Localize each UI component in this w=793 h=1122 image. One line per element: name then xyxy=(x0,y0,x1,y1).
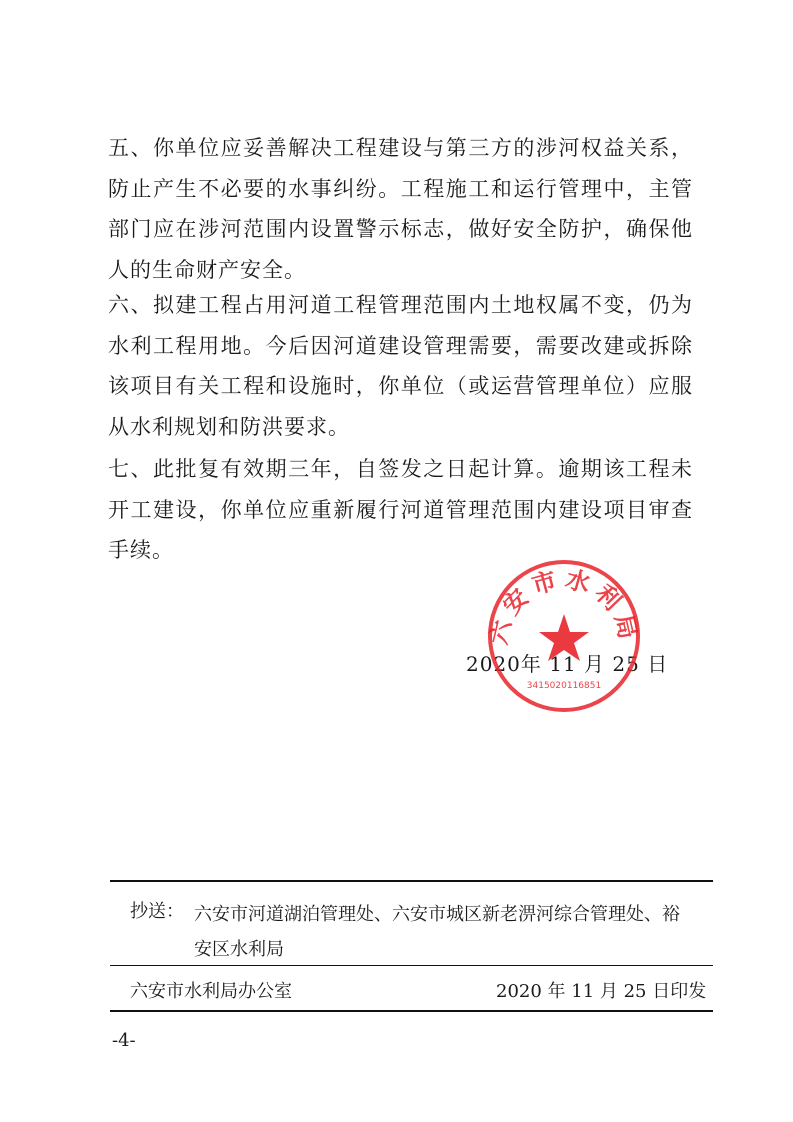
footer-bottom-rule xyxy=(110,1010,713,1012)
paragraph-seven: 七、此批复有效期三年，自签发之日起计算。逾期该工程未开工建设，你单位应重新履行河道管理范围内建设项目审查手续。 xyxy=(108,457,693,562)
cc-label: 抄送： xyxy=(130,901,184,922)
issuing-office: 六安市水利局办公室 xyxy=(130,981,292,1002)
cc-recipients: 六安市河道湖泊管理处、六安市城区新老淠河综合管理处、裕安区水利局 xyxy=(194,904,680,960)
paragraph-six: 六、拟建工程占用河道工程管理范围内土地权属不变，仍为水利工程用地。今后因河道建设管理需要，需要改建或拆除该项目有关工程和设施时，你单位（或运营管理单位）应服从水利规划和防洪要求。 xyxy=(108,293,693,439)
footer-middle-rule xyxy=(110,965,713,966)
official-seal-stamp xyxy=(484,556,644,716)
signature-date: 2020年 11 月 25 日 xyxy=(466,652,669,676)
svg-text:3415020116851: 3415020116851 xyxy=(526,681,602,691)
footer-top-rule xyxy=(110,880,713,882)
paragraph-five: 五、你单位应妥善解决工程建设与第三方的涉河权益关系，防止产生不必要的水事纠纷。工程施工和运行管理中，主管部门应在涉河范围内设置警示标志，做好安全防护，确保他人的生命财产安全。 xyxy=(108,136,693,282)
svg-text:六安市水利局: 六安市水利局 xyxy=(484,564,644,648)
print-date: 2020 年 11 月 25 日印发 xyxy=(496,981,707,1002)
page-number: -4- xyxy=(112,1030,136,1051)
